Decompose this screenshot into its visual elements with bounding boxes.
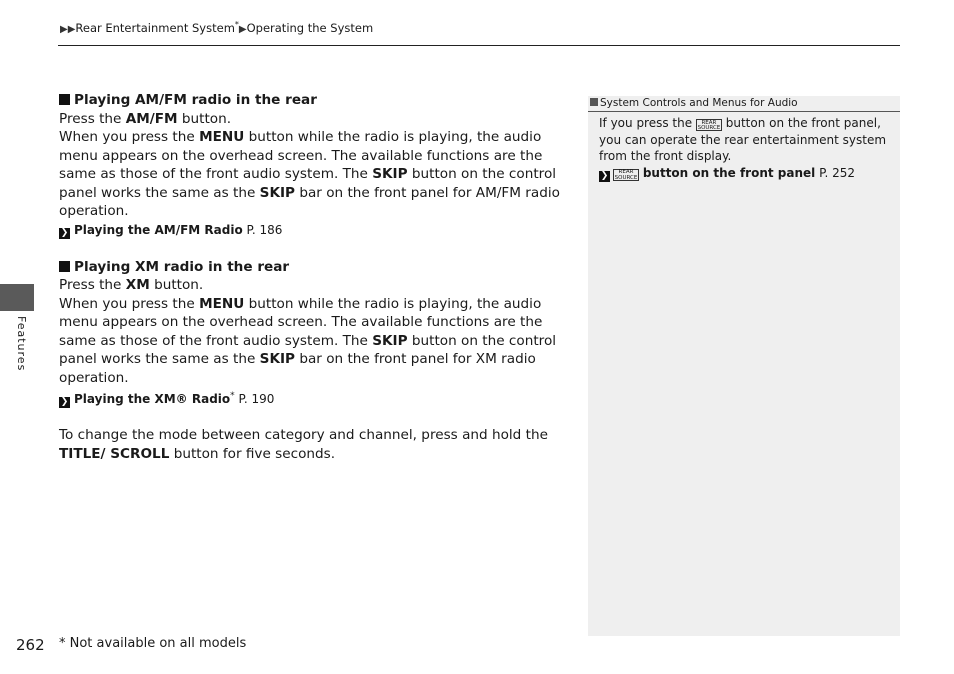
sidebar-xref[interactable] — [599, 165, 891, 182]
rear-source-icon-top: REAR — [618, 169, 634, 175]
spacer — [59, 239, 571, 258]
am-fm-xref-page[interactable]: P. 186 — [242, 222, 283, 237]
xm-description — [59, 295, 571, 388]
xm-desc-3: button on the control panel works the same as the — [59, 332, 557, 367]
xref-arrow-icon: ❯ — [60, 227, 69, 238]
xm-press-prefix: Press the — [59, 277, 126, 293]
sidebar-body-2: button on the front panel, you can operate the rear entertainment system from the front display. — [599, 116, 887, 163]
am-fm-skip-name-2: SKIP — [259, 184, 296, 201]
xm-skip-name-2: SKIP — [259, 351, 296, 367]
am-fm-heading-text: Playing AM/FM radio in the rear — [74, 92, 317, 108]
sidebar-title — [588, 96, 900, 112]
am-fm-desc-3: button on the control panel works the same as the — [59, 166, 557, 201]
sidebar-title-text: System Controls and Menus for Audio — [600, 97, 798, 109]
note-marker-icon — [590, 98, 598, 106]
breadcrumb-section[interactable]: Rear Entertainment System — [75, 20, 235, 35]
xm-xref[interactable] — [59, 387, 571, 408]
sidebar-xref-page[interactable]: P. 252 — [815, 165, 855, 180]
am-fm-desc-4: bar on the front panel for AM/FM radio operation. — [59, 184, 560, 219]
xm-menu-name: MENU — [199, 295, 245, 312]
breadcrumb-separator-icon: ▶ — [238, 23, 247, 35]
xm-heading — [59, 258, 571, 277]
rear-source-icon-bottom: SOURCE — [697, 125, 721, 131]
xm-desc-4: bar on the front panel for XM radio operation. — [59, 351, 536, 386]
breadcrumb — [60, 20, 373, 35]
am-fm-button-name: AM/FM — [125, 110, 178, 127]
am-fm-press — [59, 110, 571, 129]
sidebar-xref-title[interactable]: button on the front panel — [642, 165, 816, 180]
am-fm-desc-1: When you press the — [59, 129, 200, 145]
page-number: 262 — [16, 636, 45, 654]
xm-skip-name-1: SKIP — [372, 332, 408, 349]
xref-arrow-icon: ❯ — [60, 397, 69, 407]
mode-change-text — [59, 426, 571, 463]
xm-desc-2: button while the radio is playing, the audio menu appears on the overhead screen. The available functions are the same as those of the front audio system. The — [59, 295, 543, 349]
spacer — [59, 408, 571, 426]
am-fm-menu-name: MENU — [199, 129, 245, 145]
square-bullet-icon — [59, 261, 70, 272]
am-fm-press-prefix: Press the — [59, 110, 126, 127]
xm-press — [59, 276, 571, 295]
am-fm-xref[interactable] — [59, 221, 571, 239]
mode-change-text-1: To change the mode between category and channel, press and hold the — [59, 427, 548, 443]
side-tab — [0, 284, 34, 311]
rear-source-button-icon — [613, 169, 639, 181]
xm-button-name: XM — [125, 277, 150, 293]
am-fm-desc-2: button while the radio is playing, the audio menu appears on the overhead screen. The available functions are the same as those of the front audio system. The — [59, 129, 543, 182]
main-content — [59, 91, 571, 463]
breadcrumb-page: Operating the System — [246, 20, 374, 35]
am-fm-heading — [59, 91, 571, 110]
title-scroll-button-name: TITLE/ SCROLL — [59, 445, 170, 462]
sidebar-note — [588, 96, 900, 636]
breadcrumb-section-mark: * — [234, 20, 239, 29]
sidebar-paragraph — [599, 115, 891, 165]
xm-desc-1: When you press the — [59, 295, 200, 312]
side-label: Features — [15, 316, 28, 372]
sidebar-body-1: If you press the — [599, 116, 696, 130]
square-bullet-icon — [59, 94, 70, 105]
rear-source-icon-bottom: SOURCE — [614, 174, 638, 181]
am-fm-xref-title[interactable]: Playing the AM/FM Radio — [74, 222, 243, 237]
xm-xref-mark: * — [230, 391, 235, 401]
mode-change-text-2: button for five seconds. — [169, 445, 336, 462]
am-fm-press-suffix: button. — [177, 110, 232, 127]
xm-heading-text: Playing XM radio in the rear — [74, 258, 290, 275]
breadcrumb-arrow-icon: ▶▶ — [60, 23, 76, 35]
am-fm-skip-name-1: SKIP — [372, 166, 408, 182]
xm-xref-title[interactable]: Playing the XM® Radio — [74, 392, 231, 406]
header-rule — [58, 45, 900, 46]
xm-xref-page[interactable]: P. 190 — [234, 392, 275, 406]
xm-press-suffix: button. — [149, 277, 204, 293]
am-fm-description — [59, 128, 571, 221]
rear-source-icon-top: REAR — [701, 119, 717, 126]
sidebar-body — [599, 115, 891, 182]
xref-arrow-icon: ❯ — [600, 170, 609, 181]
footnote: * Not available on all models — [59, 636, 247, 651]
rear-source-button-icon — [696, 119, 722, 131]
